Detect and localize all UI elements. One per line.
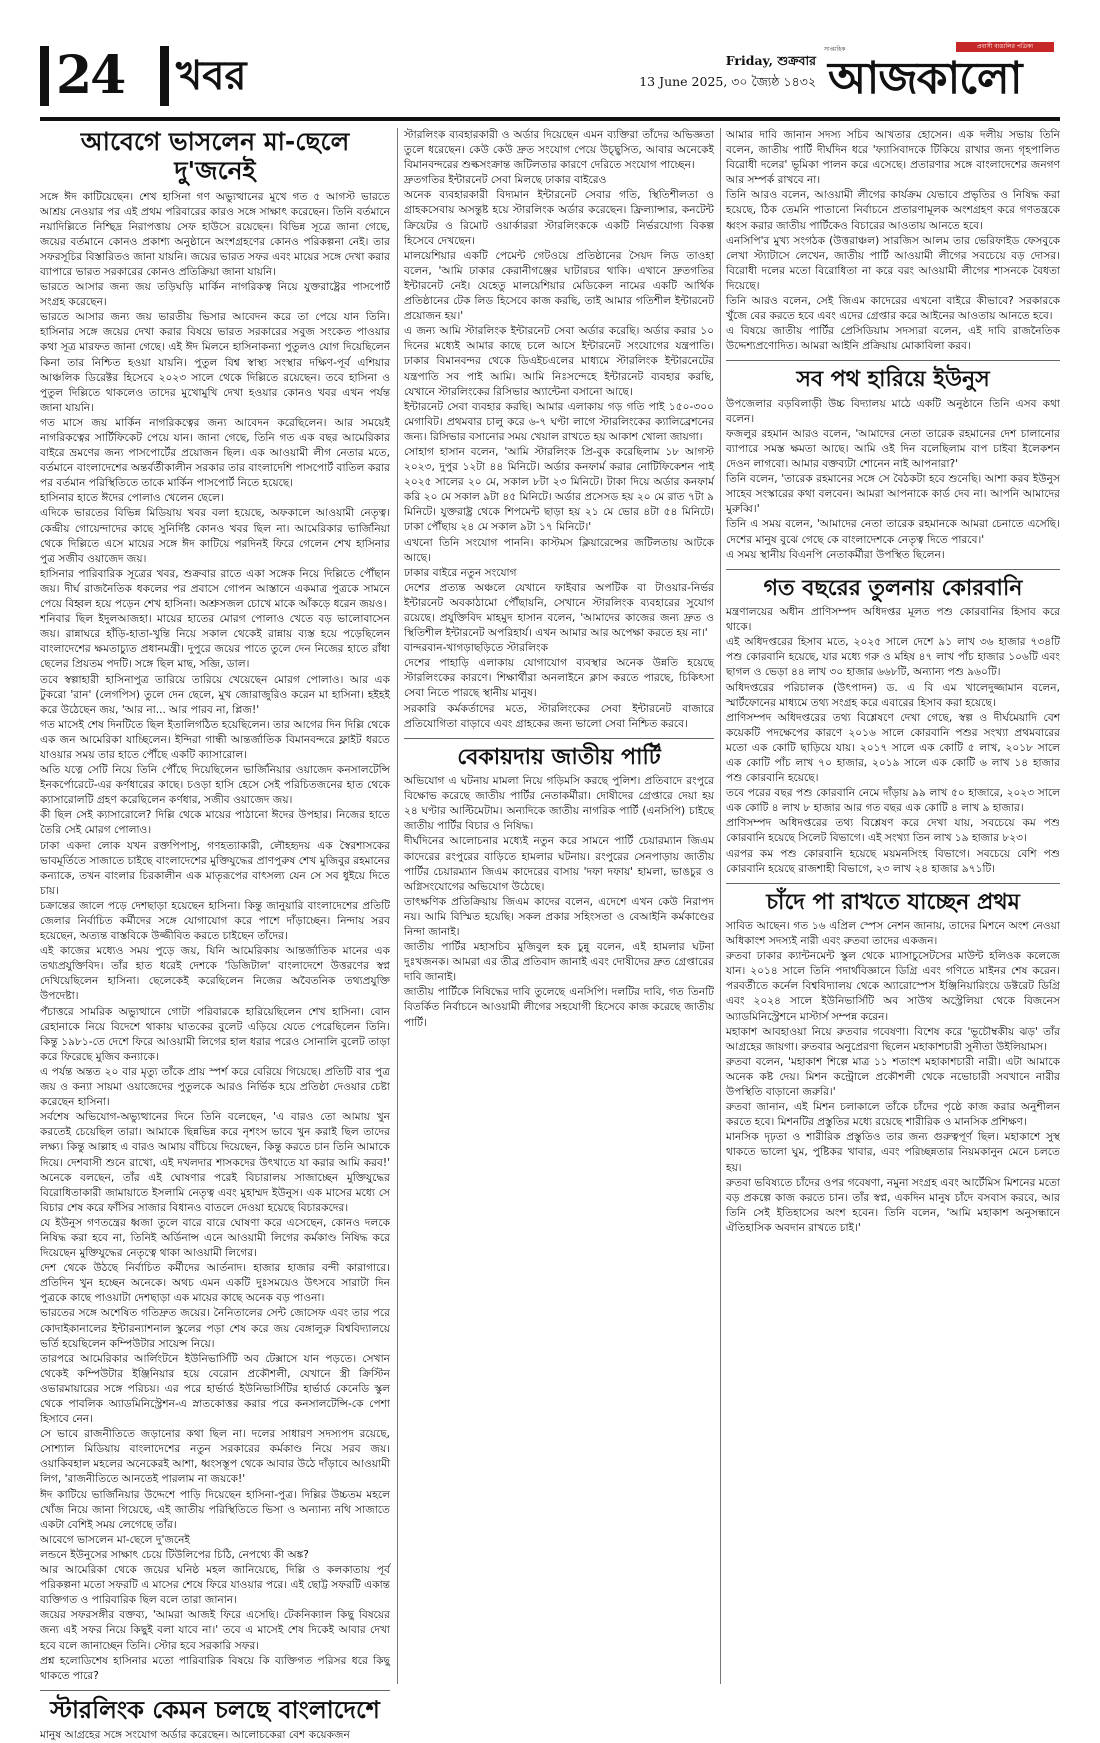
article-paragraph: আমার দাবি জানান সদস্য সচিব আখতার হোসেন। এক দলীয় সভায় তিনি বলেন, জাতীয় পার্টি দীর্ঘদিন ধরে 'ফ্যাসিবাদকে টিকিয়ে রাখার জন্য গৃহপালিত বিরোধী দলের' ভূমিকা পালন করে এসেছে। প্রতারণার সঙ্গে বাংলাদেশের জনগণ আর সম্পর্ক রাখবে না। <box>726 129 1060 187</box>
masthead-right <box>620 40 1060 112</box>
column-left <box>40 127 390 1742</box>
article-paragraph: ঈদ কাটিয়ে ভার্জিনিয়ার উদ্দেশে পাড়ি দিয়েছেন হাসিনা-পুত্র। দিল্লির উচ্চতম মহলে খোঁজ নিয়ে জানা গিয়েছে, এই জাতীয় পরিস্থিতিতে ভিসা ও অন্যান্য নথি সাজাতে একটা বেশিই সময় লেগেছে তাঁর। <box>40 1488 390 1531</box>
article-paragraph: মহাকাশ আবহাওয়া নিয়ে রুতবার গবেষণা। বিশেষ করে 'ভূচৌম্বকীয় ঝড়' তাঁর আগ্রহের জায়গা। রুতবার অনুপ্রেরণা ছিলেন মহাকাশচারী সুনীতা উইলিয়ামস। <box>726 1025 1060 1053</box>
article-paragraph: তাৎক্ষণিক প্রতিক্রিয়ায় জিএম কাদের বলেন, এদেশে এখন কেউ নিরাপদ নয়। আমি বিস্মিত হয়েছি। সকল প্রকার সহিংসতা ও বেআইনি কর্মকাণ্ডের নিন্দা জানাই। <box>404 895 714 938</box>
article-paragraph: দেশের পাহাড়ি এলাকায় যোগাযোগ ব্যবস্থার অনেক উন্নতি হয়েছে স্টারলিংকের কারণে। শিক্ষার্থীরা অনলাইনে ক্লাস করতে পারছে, চিকিৎসা সেবা নিতে পারছে স্থানীয় মানুষ। <box>404 657 714 700</box>
article-korbani-body <box>726 605 1060 877</box>
article-divider <box>726 883 1060 884</box>
article-paragraph: ঢাকা একদা লোক যখন রক্তপিপাসু, গণহত্যাকারী, লৌহহৃদয় এক স্বৈরশাসকের ভাবমূর্তিতে সাজাতে চাইছে বাংলাদেশের মুক্তিযুদ্ধের প্রাণপুরুষ শেখ মুজিবুর রহমানের কন্যাকে, তখন বাংলার চিরকালীন এক মাতৃরূপের বাৎসল্য যেন সে সব ধুইয়ে দিতে চায়। <box>40 839 390 897</box>
article-paragraph: এ জন্য আমি স্টারলিংক ইন্টারনেট সেবা অর্ডার করেছি। অর্ডার করার ১০ দিনের মধ্যেই আমার কাছে চলে আসে ইন্টারনেট সংযোগের যন্ত্রপাতি। ঢাকার বিমানবন্দর থেকে ডিএইচএলের মাধ্যমে স্টারলিংক ইন্টারনেটের যন্ত্রপাতি সব পাই আমি। আমি নিঃসন্দেহে ইন্টারনেট ব্যবহার করছি, যেখানে স্টারলিংকের রিসিভার অ্যান্টেনা বসানো আছে। <box>404 325 714 398</box>
article-paragraph: শনিবার ছিল ইদুলআজহা। মায়ের হাতের মোরগ পোলাও খেতে বড় ভালোবাসেন জয়। রান্নাঘরে হাঁড়ি-হাতা-খুন্তি নিয়ে সকাল থেকেই রান্নায় ব্যস্ত হয়ে পড়েছিলেন বাংলাদেশের ক্ষমতাচ্যুত প্রধানমন্ত্রী। দুপুরে জয়ের পাতে তুলে দেন নিজের হাতে রাঁধা ছেলের প্রিয়তম পদটি। সঙ্গে ছিল মাছ, সব্জি, ডাল। <box>40 613 390 671</box>
article-divider <box>726 360 1060 361</box>
article-paragraph: প্রাণিসম্পদ অধিদপ্তরের তথ্য বিশ্লেষণে দেখা গেছে, স্বল্প ও দীর্ঘমেয়াদি বেশ কয়েকটি পদক্ষেপের কারণে ২০১৬ সালে কোরবানি পশুর সংখ্যা প্রথমবারের মতো এক কোটি ছাড়িয়ে যায়। ২০১৭ সালে এক কোটি ৫ লাখ, ২০১৮ সালে এক কোটি পাঁচ লাখ ৭০ হাজার, ২০১৯ সালে এক কোটি ৬ লাখ ১৪ হাজার পশু কোরবানি হয়েছে। <box>726 711 1060 785</box>
article-paragraph: গত মাসেই শেষ দিনটিতে ছিল ইতালিগঠিত হয়েছিলেন। তার আগের দিন দিল্লি থেকে এক জন আমেরিকা যাচ্ছিলেন। ইন্দিরা গান্ধী আন্তর্জাতিক বিমানবন্দরে ফ্লাইট ধরতে যাওয়ার সময় তার হাতে পৌঁছে একটি ক্যাসারোল। <box>40 718 390 761</box>
article-paragraph: জয়ের সফরসঙ্গীর বক্তব্য, 'আমরা আজই ফিরে এসেছি। টেকনিক্যাল কিছু বিষয়ের জন্য এই সফর নিয়ে কিছুই বলা যাবে না।' তবে এ মাসেই শেষ দিকেই আবার দেখা হবে বলে জানাচ্ছেন তিনি। স্টোর হবে সরকারি সফর। <box>40 1609 390 1652</box>
brand-name: আজকালো <box>828 53 1022 104</box>
article-paragraph: এদিকে ভারতের বিভিন্ন মিডিয়ায় খবর বলা হয়েছে, অফকালে আওয়ামী নেতৃত্ব। কেন্দ্রীয় গোয়েন্দাদের কাছে সুনির্দিষ্ট কোনও খবর ছিল না। আমেরিকার ভার্জিনিয়া থেকে দিল্লিতে এসে মায়ের সঙ্গে ঈদ কাটিয়ে পরদিনই ফিরে গেলেন শেখ হাসিনার পুত্র সজীব ওয়াজেদ জয়। <box>40 507 390 565</box>
article-paragraph: স্টারলিংক ব্যবহারকারী ও অর্ডার দিয়েছেন এমন ব্যক্তিরা তাঁদের অভিজ্ঞতা তুলে ধরেছেন। কেউ কেউ দ্রুত সংযোগ পেয়ে উচ্ছ্বসিত, আবার অনেকেই বিমানবন্দরের শুল্কসংক্রান্ত জটিলতার কারণে দেরিতে সংযোগ পাচ্ছেন। <box>404 129 714 172</box>
issue-day: Friday, শুক্রবার <box>725 53 816 68</box>
article-paragraph: এই কাজের মধ্যেও সময় পুড়ে জয়, যিনি আমেরিকায় আন্তর্জাতিক মানের এক তথ্যপ্রযুক্তিবিদ। তাঁর হাত ধরেই দেশকে 'ডিজিটাল' বাংলাদেশে উত্তরণের স্বপ্ন দেখিয়েছিলেন হাসিনা। ছেলেকেই করেছিলেন নিজের অবৈতনিক তথ্যপ্রযুক্তি উপদেষ্টা। <box>40 945 390 1003</box>
article-divider <box>404 738 714 739</box>
article-paragraph: যে ইউনুস গণতন্ত্রের ধ্বজা তুলে বারে বারে ঘোষণা করে এসেছেন, কোনও দলকে নিষিদ্ধ করা হবে না, তিনিই অর্ডিনান্স এনে আওয়ামী লিগের কর্মকাণ্ড নিষিদ্ধ করে দিয়েছেন মুক্তিযুদ্ধের নেতৃত্বে থাকা আওয়ামী লিগের। <box>40 1216 390 1260</box>
article-paragraph: তিনি বলেন, 'তারেক রহমানের সঙ্গে সে বৈঠকটা হবে শুনেছি। আশা করব ইউনুস সাহেব সংস্কারের কথা বলবেন। আমরা আপনাকে কার্ড দেব না। আপনি আমাদের মুরুব্বি।' <box>726 473 1060 516</box>
article-paragraph: রুতবা বলেন, 'মহাকাশ শিল্পে মাত্র ১১ শতাংশ মহাকাশচারী নারী। এটা আমাকে অনেক কষ্ট দেয়। মিশন কন্ট্রোলে প্রকৌশলী থেকে নভোচারী সবখানে নারীর উপস্থিতি বাড়ানো জরুরি।' <box>726 1055 1060 1099</box>
column-right <box>726 128 1060 1684</box>
article-paragraph: ভারতে আসার জন্য জয় ভারতীয় ভিসার আবেদন করে তা পেয়ে যান তিনি। হাসিনার সঙ্গে জয়ের দেখা করার বিষয়ে ভারত সরকারের সবুজ সংকেত পাওয়ার কথা সূত্র মারফত জানা গেছে। এই ঈদ মিলনে হাসিনাকন্যা পুতুলও যোগ দিয়েছিলেন কিনা তার নিশ্চিত হওয়া যায়নি। পুতুল বিশ্ব স্বাস্থ্য সংস্থার দক্ষিণ-পূর্ব এশিয়ার আঞ্চলিক ডিরেক্টর হিসেবে ২০২৩ সালে থেকে দিল্লিতে রয়েছেন। তবে হাসিনা ও পুতুল দিল্লিতে থাকলেও তাদের মুখোমুখি দেখা হওয়ার কোনও খবর এখন পর্যন্ত জানা যায়নি। <box>40 311 390 414</box>
article-paragraph: উপজেলার বড়বিলাড়ী উচ্চ বিদ্যালয় মাঠে একটি অনুষ্ঠানে তিনি এসব কথা বলেন। <box>726 397 1060 425</box>
article-paragraph: সঙ্গে ঈদ কাটিয়েছেন। শেখ হাসিনা গণ অভ্যুত্থানের মুখে গত ৫ আগস্ট ভারতে আশ্রয় নেওয়ার পর এই প্রথম পরিবারের কারও সঙ্গে সাক্ষাৎ করেছেন। তিনি বর্তমানে নয়াদিল্লিতে নিশ্ছিদ্র নিরাপত্তায় সেফ হাউসে রয়েছেন। বিভিন্ন সূত্রে জানা গেছে, জয়ের বর্তমানে কোনও প্রকাশ্য অনুষ্ঠানে অংশগ্রহণের কোনও পরিকল্পনা নেই। তার সফরসূচির বিস্তারিতও জানা যায়নি। জয়ের ভারত সফর এবং মায়ের সঙ্গে দেখা করার ব্যাপারে ভারত সরকারের কোনও প্রতিক্রিয়া জানা যায়নি। <box>40 190 390 278</box>
article-paragraph: সোহাগ হাসান বলেন, 'আমি স্টারলিংক প্রি-বুক করেছিলাম ১৮ আগস্ট ২০২৩, দুপুর ১২টা ৪৪ মিনিটে। অর্ডার কনফার্ম করার নোটিফিকেশন পাই ২০২৫ সালের ২০ মে, সকাল ৮টা ২৩ মিনিটে। টাকা দিয়ে অর্ডার কনফার্ম করি ২০ মে সকাল ৯টা ৪৫ মিনিটে। অর্ডার প্রসেসড হয় ২০ মে রাত ৭টা ৯ মিনিটে। যুক্তরাষ্ট্র থেকে শিপমেন্ট ছাড়া হয় ২১ মে ভোর ৪টা ৫৪ মিনিটে। ঢাকা পৌঁছায় ২৪ মে সকাল ৯টা ১৭ মিনিটে।' <box>404 445 714 534</box>
article-paragraph: তিনি এ সময় বলেন, 'আমাদের নেতা তারেক রহমানকে আমরা চেনাতে এসেছি। দেশের মানুষ বুঝে গেছে কে বাংলাদেশকে নেতৃত্ব দিতে পারবে।' <box>726 518 1060 546</box>
article-paragraph: ভারতের সঙ্গে অশেষিত গতিদ্রুত জয়ের। নৈনিতালের সেন্ট জোসেফ এবং তার পরে কোদাইকানালের ইন্টারন্যাশনাল স্কুলের পড়া শেষ করে জয় বেঙ্গালুরু বিশ্ববিদ্যালয়ে ভর্তি হয়েছিলেন কম্পিউটার সায়েন্স নিয়ে। <box>40 1307 390 1350</box>
article-paragraph: পঁচাত্তরে সামরিক অভ্যুত্থানে গোটা পরিবারকে হারিয়েছিলেন শেখ হাসিনা। বোন রেহানাকে নিয়ে বিদেশে থাকায় ঘাতকের বুলেট এড়িয়ে যেতে পেরেছিলেন তিনি। কিন্তু ১৯৮১-তে দেশে ফিরে আওয়ামী লিগের হাল ধরার পরেও সোনালি বুলেট তাড়া করে ফিরেছে মুজিব কন্যাকে। <box>40 1005 390 1063</box>
brand-tag: সাপ্তাহিক <box>824 46 846 53</box>
column-divider <box>720 128 721 1684</box>
article-paragraph: হাসিনার পারিবারিক সূত্রের খবর, শুক্রবার রাতে একা সঙ্গেক নিয়ে দিল্লিতে পৌঁছান জয়। দীর্ঘ রাজনৈতিক ধকলের পর প্রবাসে গোপন আস্তানে একমাত্র পুত্রকে সামনে পেয়ে বিহ্বল হয়ে পড়েন শেখ হাসিনা। অশ্রুসজল চোখে মাকে আঁকড়ে ধরেন জয়ও। <box>40 567 390 611</box>
masthead <box>40 40 1060 112</box>
article-paragraph: ইন্টারনেট সেবা ব্যবহার করছি। আমার এলাকায় গড় গতি পাই ১৫০-৩০০ মেগাবিট। প্রথমবার চালু করে ৬-৭ ঘণ্টা লাগে স্টারলিংকের ক্যালিব্রেশনের জন্য। রিসিভার বসানোর সময় খেয়াল রাখতে হয় আকাশ খোলা জায়গা। <box>404 400 714 443</box>
article-paragraph: এ বিষয়ে জাতীয় পার্টির প্রেসিডিয়াম সদস্যরা বলেন, এই দাবি রাজনৈতিক উদ্দেশ্যপ্রণোদিত। আমরা আইনি প্রক্রিয়ায় মোকাবিলা করব। <box>726 325 1060 353</box>
article-paragraph: জাতীয় পার্টির মহাসচিব মুজিবুল হক চুন্নু বলেন, এই হামলার ঘটনা দুঃখজনক। আমরা এর তীব্র প্রতিবাদ জানাই এবং দোষীদের দ্রুত গ্রেপ্তারের দাবি জানাই। <box>404 941 714 984</box>
article-paragraph: দ্রুতগতির ইন্টারনেট সেবা মিলছে ঢাকার বাইরেও <box>404 174 607 187</box>
column-middle <box>404 128 714 1684</box>
article-paragraph: হাসিনার হাতে ঈদের পোলাও খেলেন ছেলে। <box>40 492 224 505</box>
article-starlink-body <box>404 128 714 732</box>
article-paragraph: অতি যত্নে সেটি নিয়ে তিনি পৌঁছে দিয়েছিলেন ভার্জিনিয়ার ওয়াজেদ কনসালটেন্সি ইনকর্পোরেটে-এর কর্ণধারের কাছে। চওড়া হাসি হেসে সেই পরিচিতজনের হাত থেকে ক্যাসারোলটি গ্রহণ করেছিলেন কর্ণধার, সজীব ওয়াজেদ জয়। <box>40 764 390 807</box>
headline-yunus: সব পথ হারিয়ে ইউনুস <box>796 367 990 393</box>
article-paragraph: প্রাণিসম্পদ অধিদপ্তরের তথ্য বিশ্লেষণ করে দেখা যায়, সবচেয়ে কম পশু কোরবানি হয়েছে সিলেট বিভাগে। এই সংখ্যা তিন লাখ ১৯ হাজার ৮২৩। <box>726 817 1060 845</box>
article-divider <box>726 569 1060 570</box>
article-paragraph: এনসিপি'র মুখ্য সংগঠক (উত্তরাঞ্চল) সারজিস আলম তার ভেরিফাইড ফেসবুকে লেখা স্ট্যাটাসে লেখেন, জাতীয় পার্টি আওয়ামী লীগের সবচেয়ে বড় দোসর। বিরোধী দলের মতো বিরোধিতা না করে বরং আওয়ামী লীগের শাসনকে বৈধতা দিয়েছে। <box>726 234 1060 292</box>
article-paragraph: অভিযোগ এ ঘটনায় মামলা নিয়ে গড়িমসি করছে পুলিশ। প্রতিবাদে রংপুরে বিক্ষোভ করেছে জাতীয় পার্টির নেতাকর্মীরা। দোষীদের গ্রেপ্তারে দেয়া হয় ২৪ ঘণ্টার আল্টিমেটাম। অন্যদিকে জাতীয় নাগরিক পার্টি (এনসিপি) চাইছে জাতীয় পার্টির বিচার ও নিষিদ্ধ। <box>404 775 714 833</box>
article-paragraph: অধিদপ্তরের পরিচালক (উৎপাদন) ড. এ বি এম খালেদুজ্জামান বলেন, স্মার্টফোনের মাধ্যমে তথ্য সংগ্রহ করে এবারের হিসাব করা হয়েছে। <box>726 681 1060 709</box>
article-paragraph: প্রশ্ন হলোডিশেষ হাসিনার মতো পারিবারিক বিষয়ে কি ব্যক্তিগত পরিসর ধরে কিছু থাকতে পারে? <box>40 1654 390 1682</box>
section-title: খবর <box>176 53 247 99</box>
article-awami-ban-body <box>726 128 1060 354</box>
article-paragraph: দীর্ঘদিনের আলোচনার মধ্যেই নতুন করে সামনে পার্টি চেয়ারম্যান জিএম কাদেরের রংপুরের বাড়িতে হামলার ঘটনায়। রংপুরের সেনপাড়ায় জাতীয় পার্টির চেয়ারম্যান জিএম কাদেরের বাসায় 'দফা দফায়' হামলা, ভাঙচুর ও অগ্নিসংযোগের অভিযোগ উঠেছে। <box>404 835 714 893</box>
headline-moon: চাঁদে পা রাখতে যাচ্ছেন প্রথম <box>766 889 1020 915</box>
article-paragraph: এ পর্যন্ত অন্তত ২০ বার মৃত্যু তাঁকে প্রায় স্পর্শ করে বেরিয়ে গিয়েছে। প্রতিটি বার পুত্র জয় ও কন্যা সায়মা ওয়াজেদের পুতুলকে আরও নির্ভিক হয়ে প্রতিষ্ঠা দেওয়ার চেষ্টা করেছেন হাসিনা। <box>40 1065 390 1109</box>
article-paragraph: তবে স্বল্পাহারী হাসিনাপুত্র তারিয়ে তারিয়ে খেয়েছেন মোরগ পোলাও। আর এক টুকরো 'রান' (লেগপিস) তুলে দেন ছেলে, মুখ জোরাজুরিও করেন মা হাসিনা। হইহই করে উঠেছেন জয়, 'আর না... আর পারব না, প্লিজ!' <box>40 673 390 716</box>
article-paragraph: এরপর কম পশু কোরবানি হয়েছে ময়মনসিংহ বিভাগে। সবচেয়ে বেশি পশু কোরবানি হয়েছে রাজশাহী বিভাগে, ২৩ লাখ ২৪ হাজার ৯৭১টি। <box>726 847 1060 875</box>
page-number: 24 <box>56 45 125 106</box>
article-mother-son-body <box>40 190 390 1684</box>
article-paragraph: রুতবা ঢাকার ক্যান্টনমেন্ট স্কুল থেকে ম্যাসাচুসেটসের মাউন্ট হলিওক কলেজে যান। ২০১৪ সালে তিনি পদার্থবিজ্ঞানে ডিগ্রি এবং গণিতে মাইনর শেষ করেন। পরবর্তীতে কর্নেল বিশ্ববিদ্যালয় থেকে অ্যারোস্পেস ইঞ্জিনিয়ারিংয়ে ডক্টরেট ডিগ্রি এবং ২০২৪ সালে ইউনিভার্সিটি অব সাউথ অস্ট্রেলিয়া থেকে বিজনেস অ্যাডমিনিস্ট্রেশনে মাস্টার্স সম্পন্ন করেন। <box>726 950 1060 1023</box>
article-paragraph: তারপরে আমেরিকার আর্লিংটনে ইউনিভার্সিটি অব টেক্সাসে যান পড়তে। সেখান থেকেই কম্পিউটার ইঞ্জিনিয়ার হয়ে বেরোন প্রকৌশলী, যেখানে স্ত্রী ক্রিস্টিন ওভারমায়ারের সঙ্গে পরিচয়। এর পরে হার্ভার্ড ইউনিভার্সিটির হার্ভার্ড কেনেডি স্কুল থেকে পাবলিক অ্যাডমিনিস্ট্রেশন-এ স্নাতকোত্তর করার পরে কনসালটেন্সি-কে পেশা হিসাবে নেন। <box>40 1352 390 1426</box>
article-paragraph: রুতবা ভবিষ্যতে চাঁদের ওপর গবেষণা, নমুনা সংগ্রহ এবং আর্টেমিস মিশনের মতো বড় প্রকল্পে কাজ করতে চান। তাঁর স্বপ্ন, একদিন মানুষ চাঁদে বসবাস করবে, আর তিনি সেই ইতিহাসের অংশ হবেন। তিনি বলেন, 'আমি মহাকাশ অনুসন্ধানে ঐতিহাসিক অবদান রাখতে চাই।' <box>726 1176 1060 1234</box>
article-paragraph: সর্বশেষ অভিযোগ-অভ্যুত্থানের দিনে তিনি বলেছেন, 'এ বারও তো আমায় খুন করতেই চেয়েছিল তারা। আমাকে ছিন্নভিন্ন করে নৃশংস ভাবে খুন করাই ছিল তাদের লক্ষ্য। কিন্তু আল্লাহ এ বারও আমায় বাঁচিয়ে দিয়েছেন, কিন্তু করতে চান তিনি আমাকে দিয়ে। দেশবাসী শুনে রাখো, এই দখলদার শাসকদের উৎখাতে যা করার আমি করব!' অনেকে বলছেন, তাঁর এই ঘোষণার পরেই বিচারালয় সাজাচ্ছেন মুক্তিযুদ্ধের বিরোধিতাকারী জামায়াতে ইসলামি নেতৃত্ব এবং মুহাম্মদ ইউনুস। এক মাসের মধ্যে সে বিচার শেষ করে ফাঁসির সাজার বিধানও বাতলে দেওয়া হয়েছে বিচারকদের। <box>40 1111 390 1214</box>
article-paragraph: তিনি আরও বলেন, আওয়ামী লীগের কার্যক্রম যেভাবে প্রভৃতির ও নিষিদ্ধ করা হয়েছে, ঠিক তেমনি পাতানো নির্বাচনে প্রতারণামূলক অংশগ্রহণ করে গণতন্ত্রকে ধ্বংস করার জাতীয় পার্টিকেও বিচারের আওতায় আনতে হবে। <box>726 189 1060 232</box>
article-jatiya-party-body <box>404 774 714 1031</box>
masthead-rule <box>40 117 1060 121</box>
article-paragraph: লন্ডনে ইউনুসের সাক্ষাৎ চেয়ে টিউলিপের চিঠি, নেপথ্যে কী অঙ্ক? <box>40 1548 309 1561</box>
article-paragraph: ফজলুর রহমান আরও বলেন, 'আমাদের নেতা তারেক রহমানের দেশ চালানোর ব্যাপারে সমস্ত ক্ষমতা আছে। আমি ওই দিন বলেছিলাম বাপ চাইবা ইলেকশন দেওন লাগবো। আমার বক্তব্যটা শোনেন নাই আপনারা?' <box>726 427 1060 471</box>
starlink-intro: মানুষ আগ্রহের সঙ্গে সংযোগ অর্ডার করেছেন। আলোচকেরা বেশ কয়েকজন <box>40 1729 350 1742</box>
article-paragraph: দেশের প্রত্যন্ত অঞ্চলে যেখানে ফাইবার অপটিক বা টাওয়ার-নির্ভর ইন্টারনেট অবকাঠামো পৌঁছায়নি, সেখানে স্টারলিংক ব্যবহারের সুযোগ রয়েছে। প্রযুক্তিবিদ মাহমুদ হাসান বলেন, 'আমাদের কাজের জন্য দ্রুত ও স্থিতিশীল ইন্টারনেট অপরিহার্য। এখন আমার আর অপেক্ষা করতে হয় না।' <box>404 581 714 640</box>
article-paragraph: রুতবা জানান, এই মিশন চলাকালে তাঁকে চাঁদের পৃষ্ঠে কাজ করার অনুশীলন করতে হবে। মিশনটির প্রস্তুতির মধ্যে রয়েছে শারীরিক ও মানসিক প্রশিক্ষণ। <box>726 1101 1060 1129</box>
article-paragraph: তবে পরের বছর পশু কোরবানি নেমে দাঁড়ায় ৯৯ লাখ ৫০ হাজারে, ২০২৩ সালে এক কোটি ৪ লাখ ৮ হাজার আর গত বছর এক কোটি ৪ লাখ ৯ হাজার। <box>726 787 1060 815</box>
article-paragraph: এখনো তিনি সংযোগ পাননি। কাস্টমস ক্লিয়ারেন্সের জটিলতায় আটকে আছে। <box>404 536 714 564</box>
headline-starlink: স্টারলিংক কেমন চলছে বাংলাদেশে <box>50 1695 380 1724</box>
headline-korbani: গত বছরের তুলনায় কোরবানি <box>763 575 1023 601</box>
article-paragraph: মানসিক দৃঢ়তা ও শারীরিক প্রস্তুতিও তার জন্য গুরুত্বপূর্ণ ছিল। মহাকাশে সুস্থ থাকতে ভালো ঘুম, পুষ্টিকর খাবার, এবং পরিচ্ছন্নতার নিয়মকানুন মেনে চলতে হয়। <box>726 1131 1060 1174</box>
article-paragraph: দেশ থেকে উঠছে নির্বাচিত কর্মীদের আর্তনাদ। হাজার হাজার বন্দী কারাগারে। প্রতিদিন খুন হচ্ছেন অনেকে। অথচ এমন একটি দুঃসময়েও উৎসবে সারাটা দিন পুত্রকে কাছে পাওয়াটা দেশছাড়া এক মায়ের কাছে অনেক বড় পাওনা। <box>40 1262 390 1305</box>
article-paragraph: এ সময় স্থানীয় বিএনপি নেতাকর্মীরা উপস্থিত ছিলেন। <box>726 548 945 561</box>
dateline <box>620 50 816 92</box>
article-paragraph: জাতীয় পার্টিকে নিষিদ্ধের দাবি তুলেছে এনসিপি। দলটির দাবি, গত তিনটি বিতর্কিত নির্বাচনে আওয়ামী লীগের সহযোগী হিসেবে কাজ করেছে জাতীয় পার্টি। <box>404 986 714 1029</box>
article-paragraph: ভারতে আসার জন্য জয় তড়িঘড়ি মার্কিন নাগরিকত্ব নিয়ে যুক্তরাষ্ট্রের পাসপোর্ট সংগ্রহ করেছেন। <box>40 281 390 309</box>
article-paragraph: অনেক ব্যবহারকারী বিদ্যমান ইন্টারনেট সেবার গতি, স্থিতিশীলতা ও গ্রাহকসেবায় অসন্তুষ্ট হয়ে স্টারলিংক অর্ডার করেছেন। ফ্রিল্যান্সার, কনটেন্ট ক্রিয়েটর ও রিমোট ওয়ার্কাররা স্টারলিংককে একটি নির্ভরযোগ্য বিকল্প হিসেবে দেখছেন। <box>404 189 714 247</box>
article-paragraph: তিনি আরও বলেন, সেই জিএম কাদেরের এখনো বাইরে কীভাবে? সরকারকে খুঁজে বের করতে হবে এবং এদের গ্রেপ্তার করে আইনের আওতায় আনতে হবে। <box>726 295 1060 323</box>
brand-tagline: প্রবাসী বাঙালির পত্রিকা <box>956 42 1054 52</box>
article-paragraph: ঢাকার বাইরে নতুন সংযোগ <box>404 566 517 579</box>
article-paragraph: সরকারি কর্মকর্তাদের মতে, স্টারলিংকের সেবা ইন্টারনেট বাজারে প্রতিযোগিতা বাড়াবে এবং গ্রাহকের জন্য ভালো সেবা নিশ্চিত করবে। <box>404 702 714 730</box>
page-number-bar <box>40 46 49 106</box>
article-paragraph: চক্রান্তের জালে পড়ে দেশছাড়া হয়েছেন হাসিনা। কিন্তু জানুয়ারি বাংলাদেশের প্রতিটি জেলার নির্বাচিত কর্মীদের সঙ্গে যোগাযোগ করে পাশে দাঁড়াচ্ছেন। নিন্দায় সরব হয়েছেন, অত্যন্ত বাস্তবিকে উজ্জীবিত করতে চাইছেন তাঁদের। <box>40 899 390 943</box>
article-paragraph: গত মাসে জয় মার্কিন নাগরিকত্বের জন্য আবেদন করেছিলেন। আর সময়েই নাগরিকত্বের সার্টিফিকেট পেয়ে যান। জানা গেছে, তিনি গত এক বছর আমেরিকার বাইরে ভ্রমণের জন্য পাসপোর্টের প্রয়োজন ছিল। এক আওয়ামী লীগ নেতার মতে, বর্তমানে বাংলাদেশের অন্তর্বর্তীকালীন সরকার তার বাংলাদেশি পাসপোর্ট বাতিল করার পর বর্তমান পরিস্থিতিতে তাকে মার্কিন পাসপোর্ট নিতে হয়েছে। <box>40 416 390 490</box>
article-moon-body <box>726 919 1060 1236</box>
headline-mother-son: আবেগে ভাসলেন মা-ছেলে দু'জনেই <box>80 127 350 185</box>
article-paragraph: সাবিত আছেন। গত ১৬ এপ্রিল স্পেস নেশন জানায়, তাদের মিশনে অংশ নেওয়া অধিকাংশ সদস্যই নারী এবং রুতবা তাদের একজন। <box>726 920 1060 948</box>
article-paragraph: বান্দরবান-খাগড়াছড়িতে স্টারলিংক <box>404 642 549 655</box>
article-paragraph: মন্ত্রণালয়ের অধীন প্রাণিসম্পদ অধিদপ্তর মূলত পশু কোরবানির হিসাব করে থাকে। <box>726 606 1060 634</box>
article-paragraph: এই অধিদপ্তরের হিসাব মতে, ২০২৫ সালে দেশে ৯১ লাখ ৩৬ হাজার ৭৩৪টি পশু কোরবানি হয়েছে, যার মধ্যে গরু ও মহিষ ৪৭ লাখ পাঁচ হাজার ১০৬টি এবং ছাগল ও ভেড়া ৪৪ লাখ ৩০ হাজার ৬৬৮টি, অন্যান্য পশু ৯৬০টি। <box>726 636 1060 679</box>
article-paragraph: কী ছিল সেই ক্যাসারোলে? দিল্লি থেকে মায়ের পাঠানো ঈদের উপহার। নিজের হাতে তৈরি সেই মোরগ পোলাও। <box>40 809 390 837</box>
article-paragraph: সে ভাবে রাজনীতিতে জড়ানোর কথা ছিল না। দলের সাধারণ সদস্যপদ রয়েছে, সোশ্যাল মিডিয়ায় বাংলাদেশের নতুন সরকারের কর্মকাণ্ড নিয়ে সরব জয়। ওয়াকিবহাল মহলের অনেকেরই আশা, ধ্বংসস্তূপ থেকে আবার উঠে দাঁড়াবে আওয়ামী লিগ, 'রাজনীতিতে আনতেই পারলাম না জয়কে!' <box>40 1428 390 1486</box>
article-yunus-body <box>726 397 1060 563</box>
article-paragraph: আর আমেরিকা থেকে জয়ের ঘনিষ্ঠ মহল জানিয়েছে, দিল্লি ও কলকাতায় পূর্ব পরিকল্পনা মতো সফরটি এ মাসের শেষে ফিরে যাওয়ার পরে। এই ছোট্ট সফরটি একান্ত ব্যক্তিগত ও পারিবারিক ছিল বলে তারা জানান। <box>40 1564 390 1607</box>
newspaper-logo <box>824 40 1060 112</box>
article-divider <box>40 1690 390 1691</box>
column-divider <box>397 128 398 1684</box>
article-paragraph: আবেগে ভাসলেন মা-ছেলে দু'জনেই <box>40 1533 190 1546</box>
headline-jatiya-party: বেকায়দায় জাতীয় পার্টি <box>457 744 661 770</box>
issue-date: 13 June 2025, ৩০ জ্যৈষ্ঠ ১৪৩২ <box>639 74 816 89</box>
article-paragraph: মালয়েশিয়ার একটি পেমেন্ট গেটওয়ে প্রতিষ্ঠানের সৈয়দ লিড তাওহা বলেন, 'আমি ঢাকার কেরানীগঞ্জের ঘাটারচর থাকি। এখানে দ্রুতগতির ইন্টারনেট নেই। যেহেতু মালয়েশিয়ার মেডিকেল নামের একটি আর্থিক প্রতিষ্ঠানের টেক লিড হিসেবে কাজ করছি, তাই আমার গতিশীল ইন্টারনেট প্রয়োজন হয়।' <box>404 249 714 323</box>
section-divider-bar <box>160 46 169 106</box>
